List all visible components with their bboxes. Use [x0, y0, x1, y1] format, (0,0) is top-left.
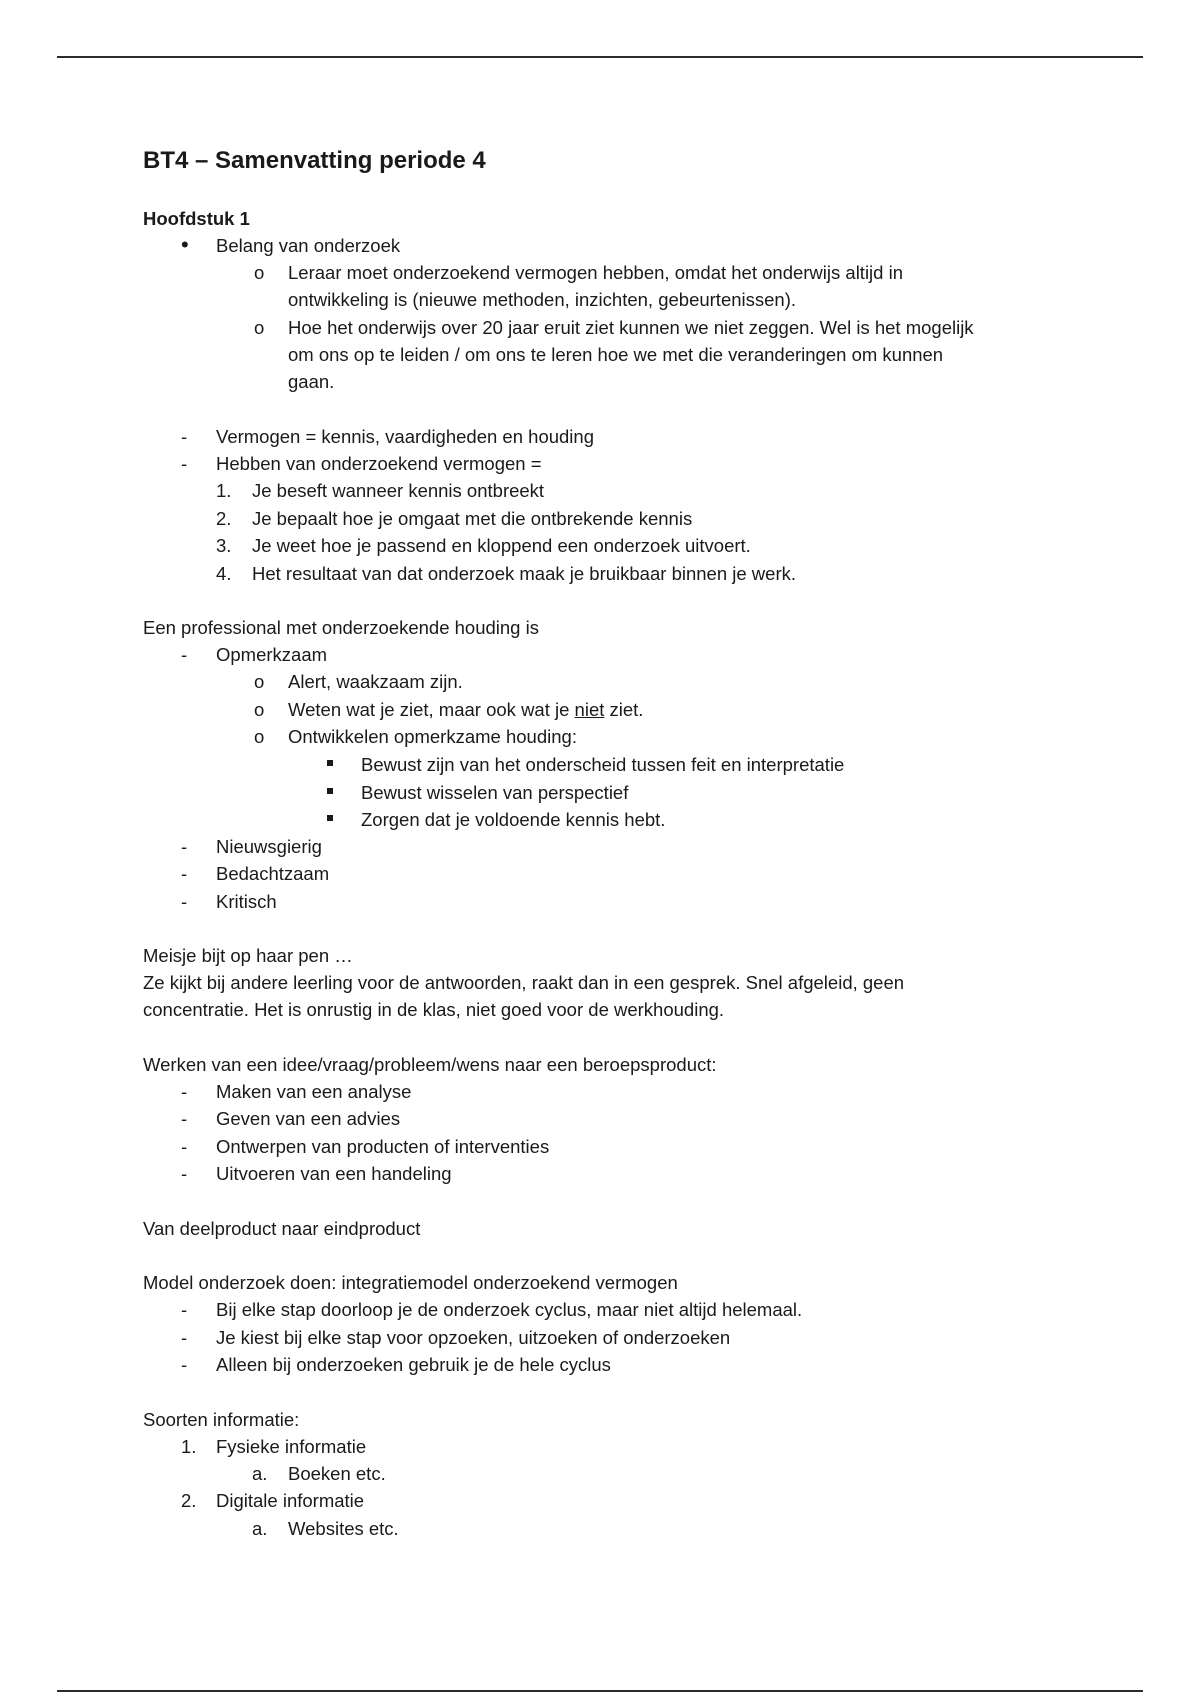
number-marker: 2.	[181, 1490, 197, 1511]
circle-marker: o	[254, 262, 265, 283]
list-item: Belang van onderzoek	[216, 235, 401, 256]
list-item: Geven van een advies	[216, 1108, 401, 1129]
numbered-item: Het resultaat van dat onderzoek maak je bruikbaar binnen je werk.	[252, 563, 796, 584]
list-item: Alleen bij onderzoeken gebruik je de hele cyclus	[216, 1354, 611, 1375]
list-item-continuation: om ons op te leiden / om ons te leren hoe we met die veranderingen om kunnen	[288, 344, 944, 365]
list-item: Opmerkzaam	[216, 644, 328, 665]
dash-marker: -	[181, 891, 188, 912]
list-item: Je kiest bij elke stap voor opzoeken, uitzoeken of onderzoeken	[216, 1327, 731, 1348]
paragraph: Van deelproduct naar eindproduct	[143, 1218, 421, 1239]
paragraph: Soorten informatie:	[143, 1409, 300, 1430]
square-bullet-icon	[327, 760, 333, 766]
list-item-continuation: ontwikkeling is (nieuwe methoden, inzichten, gebeurtenissen).	[288, 289, 797, 310]
list-item: Nieuwsgierig	[216, 836, 322, 857]
dash-marker: -	[181, 1299, 188, 1320]
list-item: Bewust wisselen van perspectief	[361, 782, 629, 803]
list-item: Hoe het onderwijs over 20 jaar eruit ziet kunnen we niet zeggen. Wel is het mogelijk	[288, 317, 974, 338]
dash-marker: -	[181, 426, 188, 447]
list-item: Vermogen = kennis, vaardigheden en houding	[216, 426, 594, 447]
numbered-item: Je weet hoe je passend en kloppend een onderzoek uitvoert.	[252, 535, 751, 556]
paragraph: Model onderzoek doen: integratiemodel onderzoekend vermogen	[143, 1272, 678, 1293]
dash-marker: -	[181, 1327, 188, 1348]
number-marker: 3.	[216, 535, 232, 556]
dash-marker: -	[181, 836, 188, 857]
dash-marker: -	[181, 453, 188, 474]
list-item-continuation: gaan.	[288, 371, 335, 392]
circle-marker: o	[254, 726, 265, 747]
list-item: Bewust zijn van het onderscheid tussen feit en interpretatie	[361, 754, 845, 775]
lettered-item: Websites etc.	[288, 1518, 399, 1539]
letter-marker: a.	[252, 1463, 268, 1484]
number-marker: 1.	[181, 1436, 197, 1457]
list-item: Alert, waakzaam zijn.	[288, 671, 463, 692]
numbered-item: Je beseft wanneer kennis ontbreekt	[252, 480, 545, 501]
paragraph: Werken van een idee/vraag/probleem/wens naar een beroepsproduct:	[143, 1054, 717, 1075]
numbered-item: Digitale informatie	[216, 1490, 365, 1511]
letter-marker: a.	[252, 1518, 268, 1539]
numbered-item: Fysieke informatie	[216, 1436, 367, 1457]
square-bullet-icon	[327, 815, 333, 821]
list-item: Ontwerpen van producten of interventies	[216, 1136, 550, 1157]
circle-marker: o	[254, 317, 265, 338]
paragraph: Een professional met onderzoekende houding is	[143, 617, 539, 638]
footer-rule	[57, 1690, 1143, 1692]
paragraph: Ze kijkt bij andere leerling voor de antwoorden, raakt dan in een gesprek. Snel afgeleid, geen	[143, 972, 905, 993]
list-item: Leraar moet onderzoekend vermogen hebben, omdat het onderwijs altijd in	[288, 262, 903, 283]
circle-marker: o	[254, 699, 265, 720]
circle-marker: o	[254, 671, 265, 692]
page-title: BT4 – Samenvatting periode 4	[143, 147, 486, 174]
dash-marker: -	[181, 863, 188, 884]
lettered-item: Boeken etc.	[288, 1463, 386, 1484]
bullet-marker	[181, 231, 189, 259]
underlined-word: niet	[574, 699, 605, 720]
dash-marker: -	[181, 1108, 188, 1129]
list-item: Bij elke stap doorloop je de onderzoek cyclus, maar niet altijd helemaal.	[216, 1299, 803, 1320]
number-marker: 2.	[216, 508, 232, 529]
list-item: Zorgen dat je voldoende kennis hebt.	[361, 809, 666, 830]
number-marker: 4.	[216, 563, 232, 584]
dash-marker: -	[181, 1136, 188, 1157]
list-item: Hebben van onderzoekend vermogen =	[216, 453, 542, 474]
dash-marker: -	[181, 1163, 188, 1184]
text-span: Weten wat je ziet, maar ook wat je	[288, 699, 575, 720]
list-item: Uitvoeren van een handeling	[216, 1163, 452, 1184]
square-bullet-icon	[327, 788, 333, 794]
list-item: Bedachtzaam	[216, 863, 330, 884]
dash-marker: -	[181, 1081, 188, 1102]
paragraph: Meisje bijt op haar pen …	[143, 945, 353, 966]
list-item: Ontwikkelen opmerkzame houding:	[288, 726, 577, 747]
list-item: Maken van een analyse	[216, 1081, 412, 1102]
chapter-heading: Hoofdstuk 1	[143, 208, 250, 229]
text-span: ziet.	[604, 699, 644, 720]
numbered-item: Je bepaalt hoe je omgaat met die ontbrekende kennis	[252, 508, 693, 529]
dash-marker: -	[181, 1354, 188, 1375]
list-item: Kritisch	[216, 891, 277, 912]
paragraph: concentratie. Het is onrustig in de klas, niet goed voor de werkhouding.	[143, 999, 725, 1020]
list-item	[288, 696, 643, 723]
dash-marker: -	[181, 644, 188, 665]
number-marker: 1.	[216, 480, 232, 501]
